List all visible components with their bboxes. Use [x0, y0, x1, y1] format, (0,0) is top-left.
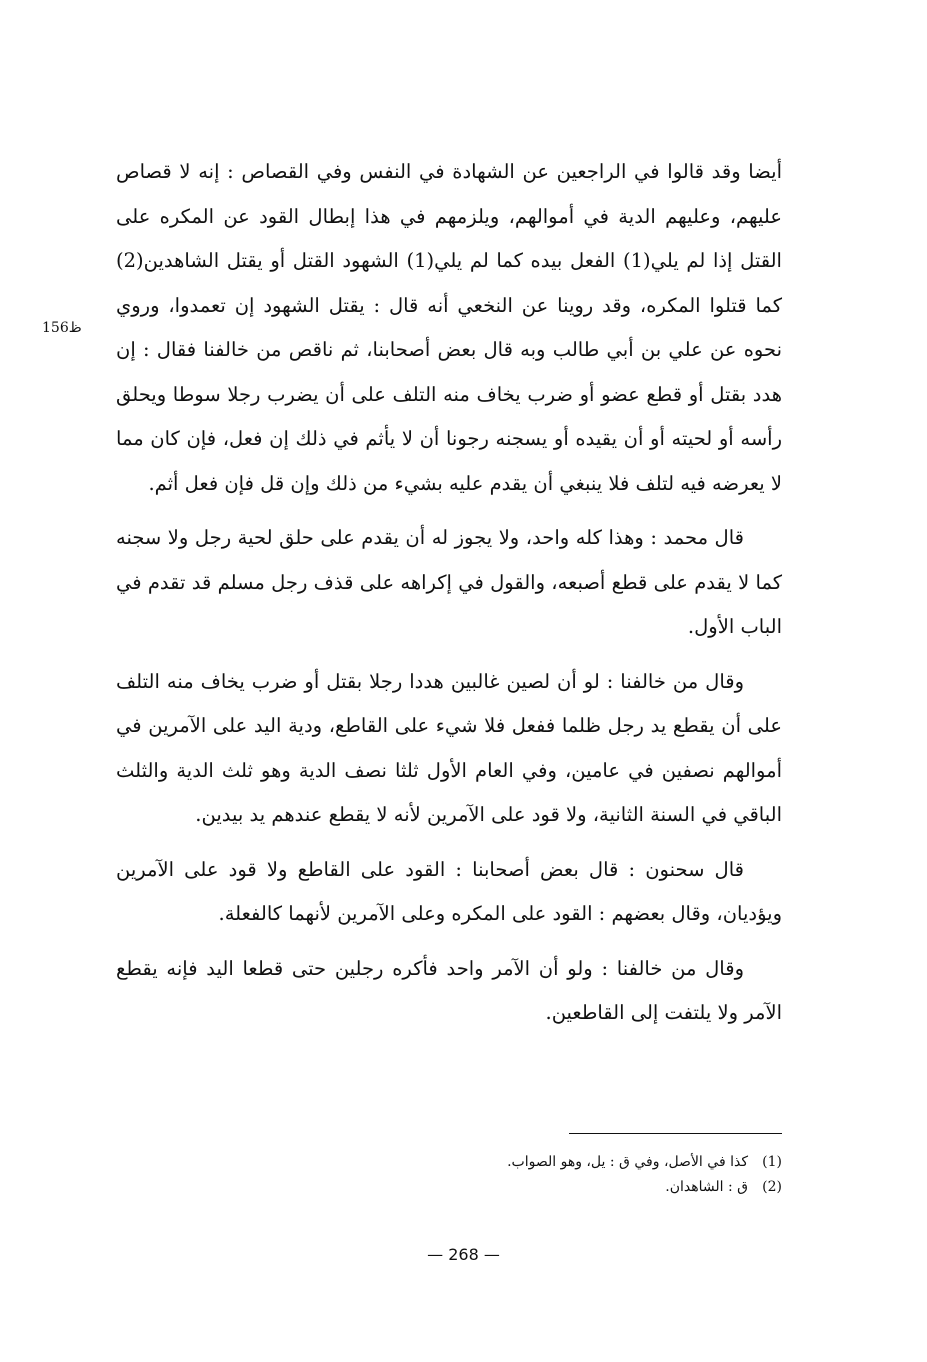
footnote-divider	[569, 1133, 782, 1134]
page-number: — 268 —	[427, 1245, 500, 1264]
main-text	[116, 150, 782, 1046]
margin-folio-marker: ظ156	[42, 320, 82, 336]
footnote-item	[420, 1150, 782, 1175]
footnotes	[420, 1150, 782, 1200]
footnote-number: (1)	[762, 1154, 782, 1170]
footnote-number: (2)	[762, 1179, 782, 1195]
paragraph-1: أيضا وقد قالوا في الراجعين عن الشهادة في النفس وفي القصاص : إنه لا قصاص عليهم، وعليهم الدية في أموالهم، ويلزمهم في هذا إبطال القود عن المكره على القتل إذا لم يلي(1) الفعل بيده كما لم يلي(1) الشهود القتل أو يقتل الشاهدين(2) كما قتلوا المكره، وقد روينا عن النخعي أنه قال : يقتل الشهود إن تعمدوا، وروي نحوه عن علي بن أبي طالب وبه قال بعض أصحابنا، ثم ناقص من خالفنا فقال : إن هدد بقتل أو قطع عضو أو ضرب يخاف منه التلف على أن يضرب رجلا سوطا ويحلق رأسه أو لحيته أو أن يقيده أو يسجنه رجونا أن لا يأثم في ذلك إن فعل، فإن كان مما لا يعرضه فيه لتلف فلا ينبغي أن يقدم عليه بشيء من ذلك وإن قل فإن فعل أثم.	[116, 160, 782, 495]
footnote-text: ق : الشاهدان.	[665, 1179, 748, 1195]
paragraph-4: قال سحنون : قال بعض أصحابنا : القود على القاطع ولا قود على الآمرين ويؤديان، وقال بعضهم : القود على المكره وعلى الآمرين لأنهما كالفعلة.	[116, 857, 782, 925]
paragraph-2: قال محمد : وهذا كله واحد، ولا يجوز له أن يقدم على حلق لحية رجل ولا سجنه كما لا يقدم على قطع أصبعه، والقول في إكراهه على قذف رجل مسلم قد تقدم في الباب الأول.	[116, 526, 782, 638]
paragraph-3: وقال من خالفنا : لو أن لصين غالبين هددا رجلا بقتل أو ضرب يخاف منه التلف على أن يقطع يد رجل ظلما ففعل فلا شيء على القاطع، ودية اليد على الآمرين في أموالهم نصفين في عامين، وفي العام الأول ثلثا نصف الدية وهو ثلث الدية والثلث الباقي في السنة الثانية، ولا قود على الآمرين لأنه لا يقطع عندهم يد بيدين.	[116, 669, 782, 826]
footnote-text: كذا في الأصل، وفي ق : يل، وهو الصواب.	[507, 1154, 748, 1170]
paragraph-5: وقال من خالفنا : ولو أن الآمر واحد فأكره رجلين حتى قطعا اليد فإنه يقطع الآمر ولا يلتفت إلى القاطعين.	[116, 956, 782, 1024]
footnote-item	[420, 1175, 782, 1200]
